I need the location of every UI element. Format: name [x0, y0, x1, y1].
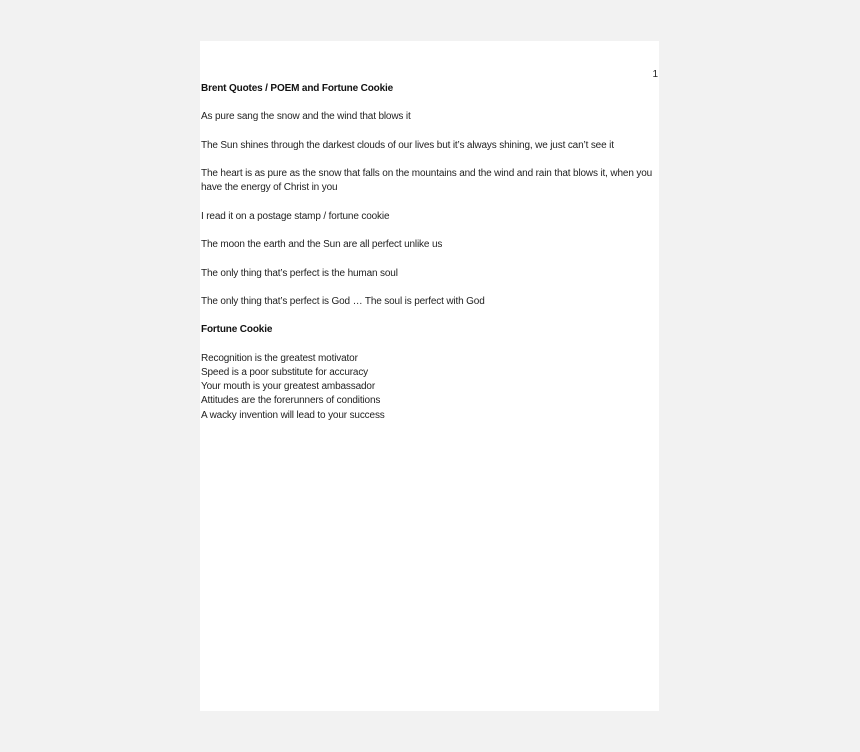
fortune-item: Attitudes are the forerunners of conditions — [201, 395, 381, 407]
paragraph: The Sun shines through the darkest clouds of our lives but it’s always shining, we just can’t see it — [201, 139, 614, 151]
fortune-item: Speed is a poor substitute for accuracy — [201, 366, 369, 378]
paragraph: The only thing that’s perfect is God … The soul is perfect with God — [201, 295, 485, 307]
page-number: 1 — [652, 69, 658, 80]
fortune-item: Recognition is the greatest motivator — [201, 352, 358, 364]
paragraph: The only thing that’s perfect is the human soul — [201, 267, 398, 279]
paragraph: As pure sang the snow and the wind that blows it — [201, 111, 411, 123]
paragraph: The heart is as pure as the snow that falls on the mountains and the wind and rain that blows it, when you have the energy of Christ in you — [201, 168, 653, 194]
document-title: Brent Quotes / POEM and Fortune Cookie — [201, 83, 394, 94]
document-page — [200, 41, 659, 711]
fortune-item: Your mouth is your greatest ambassador — [201, 381, 376, 393]
document-content — [201, 82, 657, 423]
paragraph: I read it on a postage stamp / fortune cookie — [201, 210, 390, 222]
fortune-list — [201, 352, 657, 423]
paragraph: The moon the earth and the Sun are all perfect unlike us — [201, 239, 443, 251]
section-heading: Fortune Cookie — [201, 324, 273, 336]
fortune-item: A wacky invention will lead to your success — [201, 409, 385, 421]
